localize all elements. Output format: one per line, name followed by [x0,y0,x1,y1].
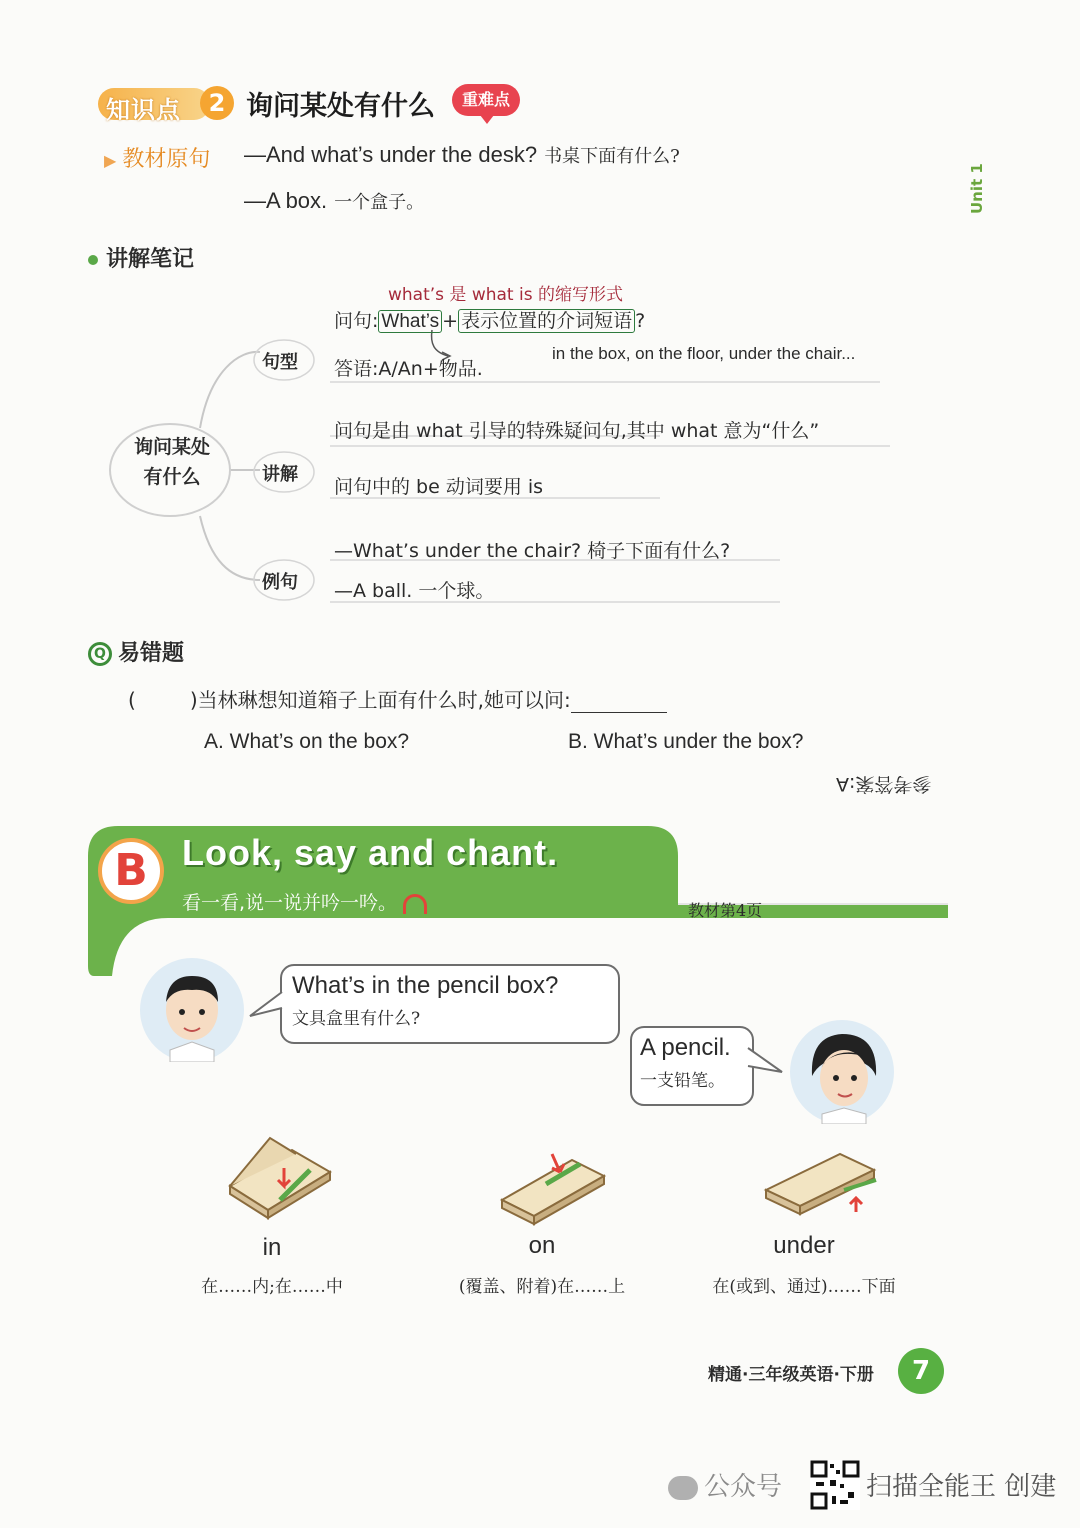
bubble2-chinese: 一支铅笔。 [640,1071,725,1091]
question-text: )当林琳想知道箱子上面有什么时,她可以问: [189,688,571,712]
center-line-1: 询问某处 [133,436,210,458]
item-under-label: under [773,1232,835,1259]
watermark-scanner: 扫描全能王 创建 [866,1472,1057,1502]
example-line-1: —What’s under the chair? 椅子下面有什么? [334,540,731,562]
mistake-heading [88,636,184,667]
section-b-subtitle [182,888,427,915]
mistake-heading-text: 易错题 [118,641,185,666]
mind-map-center [112,432,232,516]
girl-avatar [790,1020,894,1124]
subtitle-text: 看一看,说一说并吟一吟。 [182,892,398,914]
pencil-box-in-icon [222,1130,334,1226]
girl-face-icon [790,1020,894,1124]
unit-side-label: Unit 1 [968,163,986,214]
boy-avatar [140,958,244,1062]
headphone-icon [403,894,427,914]
line2-chinese: 一个盒子。 [334,192,425,213]
pencil-box-on-icon [496,1150,608,1226]
option-a: A. What’s on the box? [204,730,410,753]
item-on-meaning: (覆盖、附着)在……上 [458,1277,626,1297]
badge-label: 知识点 [106,96,181,124]
answer-paren: ( [128,688,136,712]
book-title: 精通·三年级英语·下册 [708,1365,874,1385]
item-in-label: in [262,1234,282,1261]
question-pattern [334,306,645,333]
item-under-meaning: 在(或到、通过)……下面 [712,1277,896,1297]
answer-pattern: 答语:A/An+物品. [334,358,483,380]
original-line-2 [244,188,424,214]
bubble1-chinese: 文具盒里有什么? [292,1009,421,1029]
reference-answer: 参考答案:A [836,773,932,795]
phrase-examples: in the box, on the floor, under the chair... [552,344,856,363]
section-title: 询问某处有什么 [246,91,435,122]
pattern-end: ? [635,310,646,332]
qr-code-icon [810,1460,860,1510]
boy-face-icon [140,958,244,1062]
notes-heading [88,242,194,273]
pencil-box-under-icon [760,1150,880,1226]
bubble1-english: What’s in the pencil box? [292,972,559,999]
line2-english: —A box. [244,188,328,213]
abbreviation-note: what’s 是 what is 的缩写形式 [388,285,623,305]
watermark-left-text: 公众号 [704,1472,783,1502]
line1-english: —And what’s under the desk? [244,142,538,167]
watermark-wechat [668,1466,782,1503]
answer-blank [571,694,667,713]
page-number: 7 [898,1348,944,1394]
textbook-page-ref: 教材第4页 [688,901,763,920]
branch-example: 例句 [262,572,298,593]
section-b-title: Look, say and chant. [182,832,559,873]
mistake-question [128,684,667,713]
pattern-plus: + [442,310,459,332]
bubble2-tail [746,1044,786,1076]
explain-line-2: 问句中的 be 动词要用 is [334,476,544,498]
line1-chinese: 书桌下面有什么? [544,146,680,167]
pattern-box-whats: What’s [378,310,442,333]
speech-bubble-answer [630,1026,754,1106]
item-on-label: on [528,1232,556,1259]
original-label-text: 教材原句 [122,147,211,172]
question-magnifier-icon: Q [88,642,112,666]
example-line-2: —A ball. 一个球。 [334,580,495,602]
difficulty-tag: 重难点 [452,84,520,116]
badge-number: 2 [200,86,234,120]
notes-heading-text: 讲解笔记 [106,247,195,272]
question-prefix: 问句: [334,310,379,332]
pattern-box-phrase: 表示位置的介词短语 [458,309,635,333]
original-line-1 [244,142,680,168]
branch-explain: 讲解 [262,464,298,485]
speech-bubble-question [280,964,620,1044]
branch-pattern: 句型 [262,352,298,373]
option-b: B. What’s under the box? [568,730,804,753]
bubble1-tail [248,990,284,1020]
explain-line-1: 问句是由 what 引导的特殊疑问句,其中 what 意为“什么” [334,420,820,442]
section-b-letter: B [98,838,164,904]
bullet-dot-icon [88,255,98,265]
wechat-icon [668,1476,698,1500]
item-in-meaning: 在……内;在……中 [201,1277,343,1297]
triangle-icon: ▶ [104,151,117,170]
center-line-2: 有什么 [143,466,201,488]
original-sentence-label [104,142,210,173]
bubble2-english: A pencil. [640,1034,731,1061]
